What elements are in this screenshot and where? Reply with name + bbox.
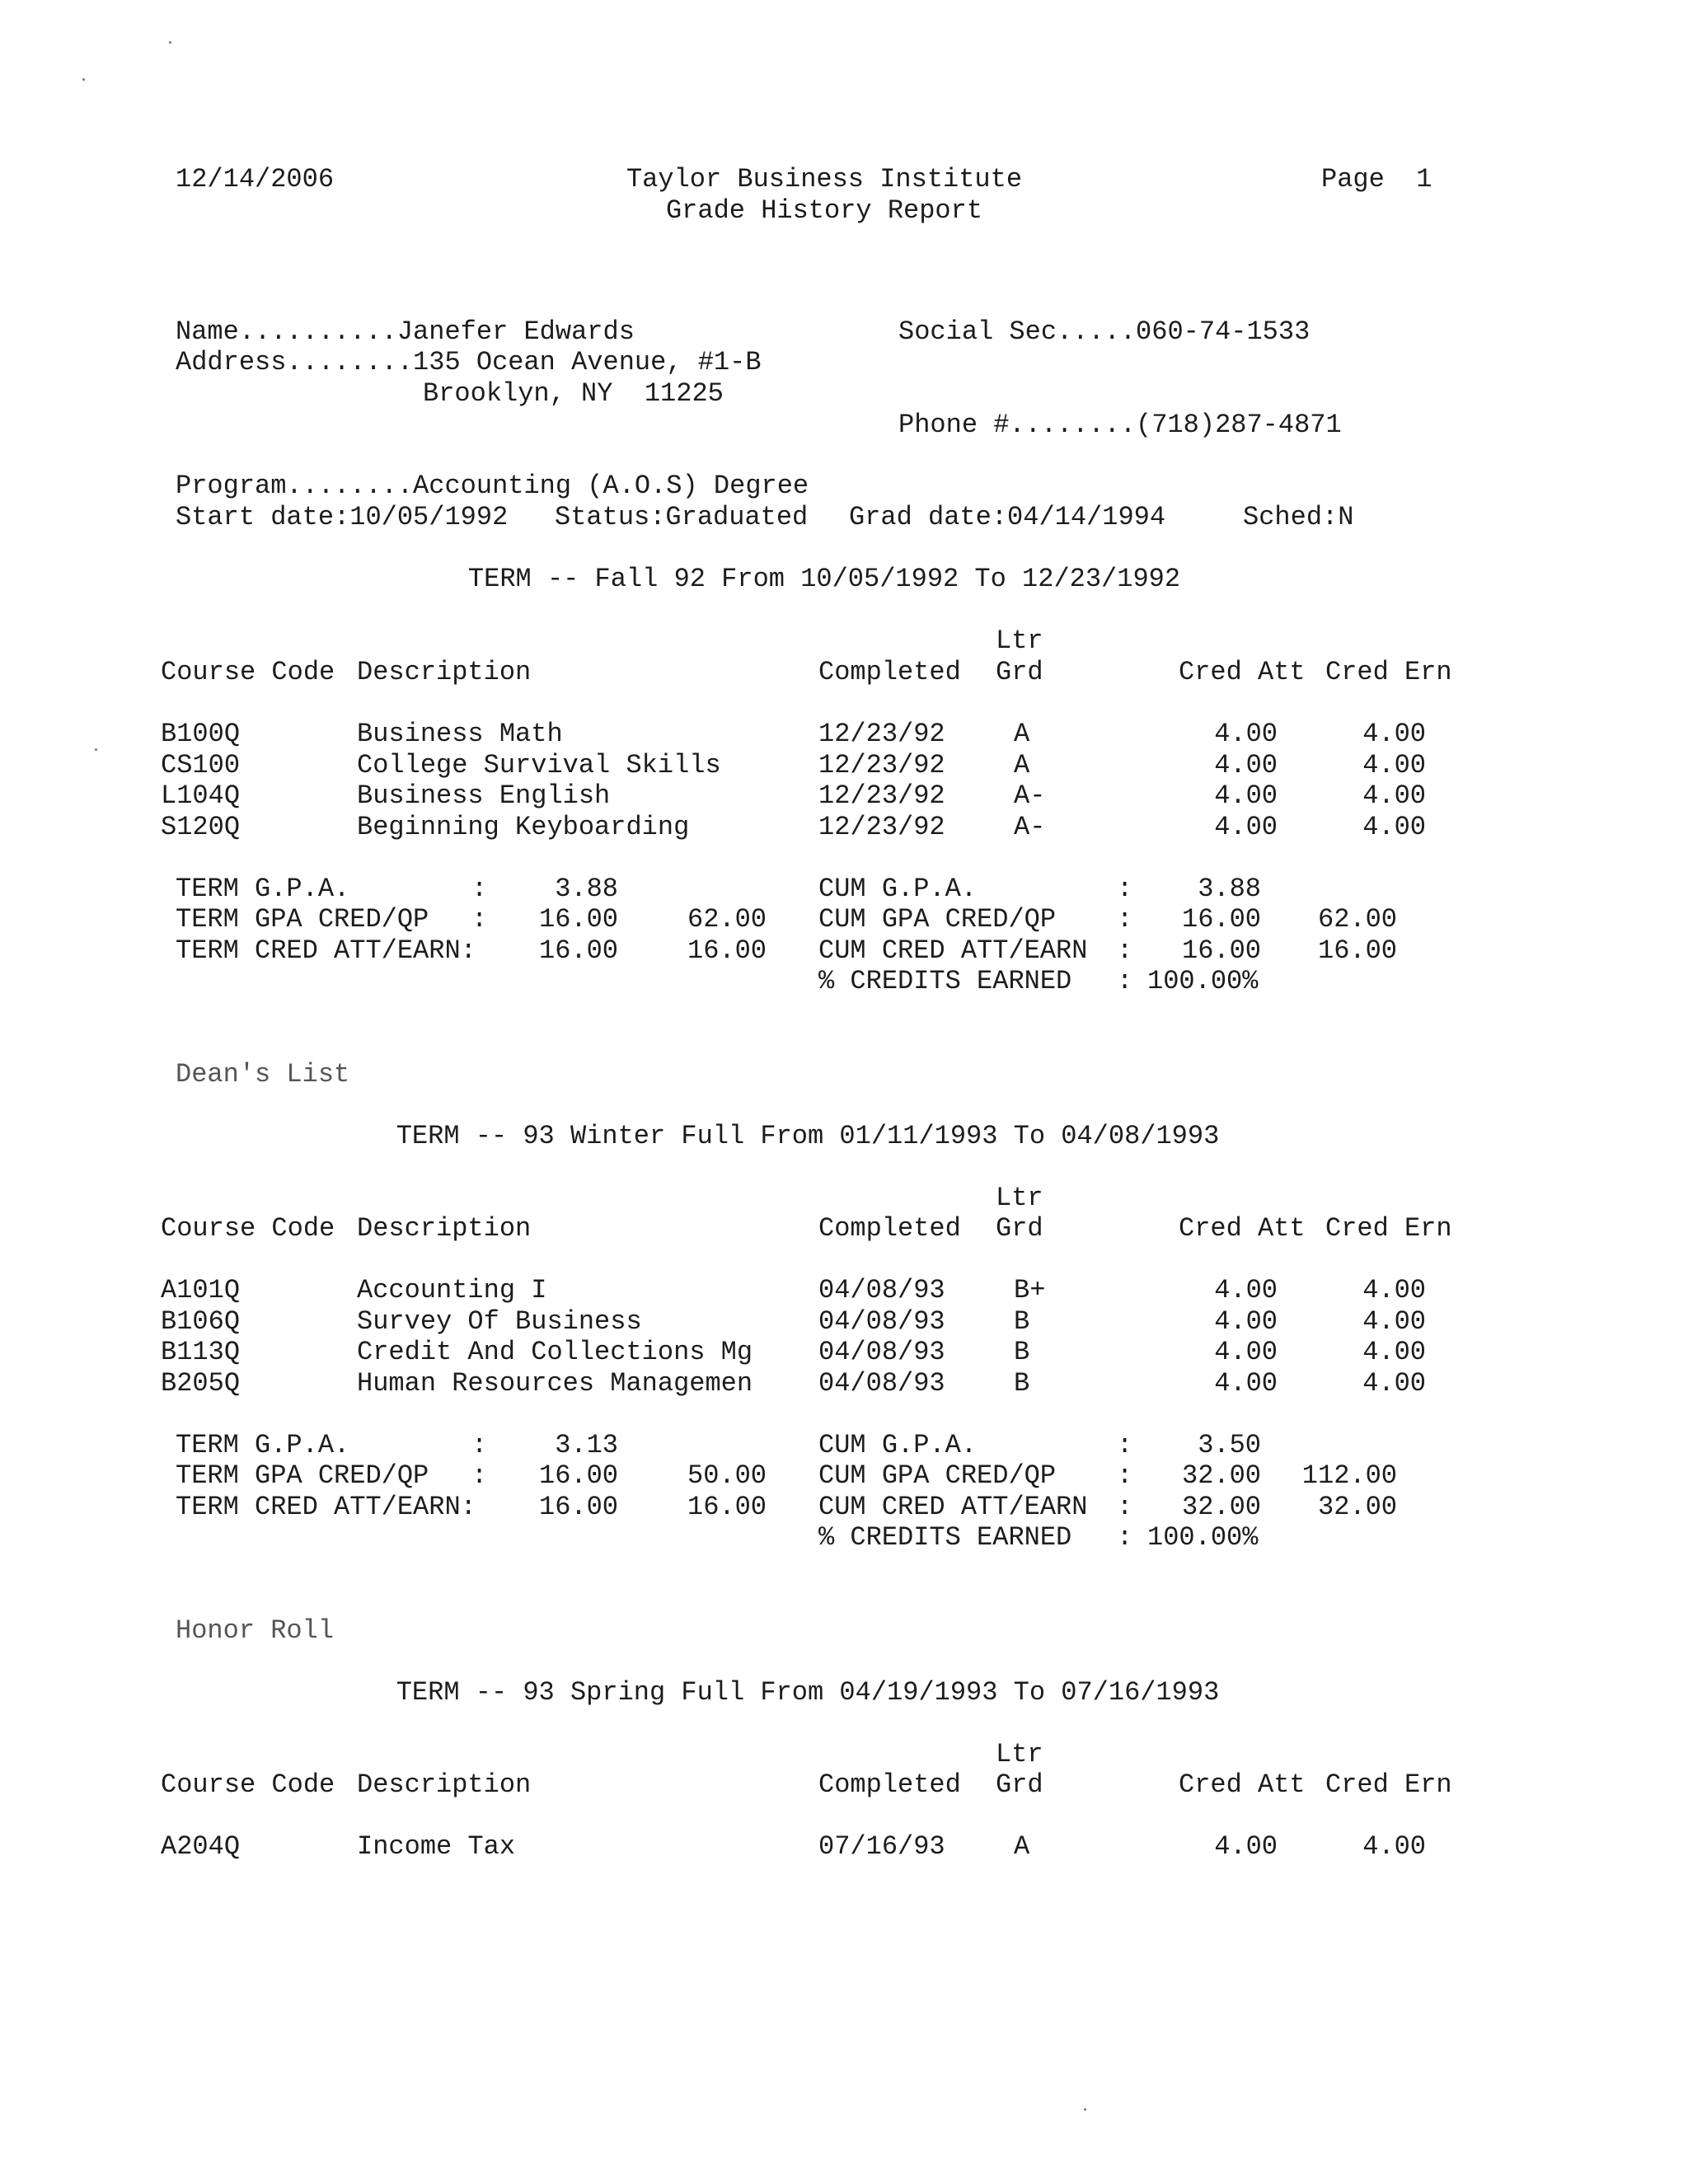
cum-cred-colon: : (1117, 1492, 1133, 1522)
col-header-grd: Grd (996, 657, 1043, 687)
student-address-line1: Address........135 Ocean Avenue, #1-B (176, 347, 762, 377)
institution-name: Taylor Business Institute (626, 164, 1023, 194)
cum-cred-att-value: 16.00 (1181, 935, 1261, 966)
term-cred-att-value: 16.00 (538, 1492, 618, 1522)
course-description: Credit And Collections Mg (357, 1337, 753, 1367)
course-completed: 04/08/93 (818, 1306, 945, 1337)
term-qp-value: 62.00 (687, 904, 767, 935)
col-header-description: Description (357, 1769, 532, 1800)
scan-speck (82, 78, 85, 81)
col-header-cred-ern: Cred Ern (1325, 1213, 1452, 1244)
pct-earned-value: 100.00% (1147, 1522, 1259, 1553)
term-gpa-cred-value: 16.00 (538, 904, 618, 935)
student-program: Program........Accounting (A.O.S) Degree (176, 471, 809, 501)
scan-speck (1084, 2108, 1086, 2111)
cum-gpa-cred-value: 16.00 (1181, 904, 1261, 935)
col-header-description: Description (357, 657, 532, 687)
col-header-ltr: Ltr (996, 1739, 1043, 1769)
col-header-cred-ern: Cred Ern (1325, 1769, 1452, 1800)
course-grade: B (1014, 1368, 1030, 1399)
cum-cred-att-value: 32.00 (1181, 1492, 1261, 1522)
cum-gpa-colon: : (1117, 1430, 1133, 1460)
cum-cred-earn-value: 32.00 (1317, 1492, 1397, 1522)
course-cred-att: 4.00 (1214, 780, 1278, 811)
student-sched: Sched:N (1243, 502, 1354, 532)
course-description: College Survival Skills (357, 750, 721, 780)
cum-gpa-cred-label: CUM GPA CRED/QP (818, 904, 1057, 935)
course-cred-att: 4.00 (1214, 1831, 1278, 1862)
course-completed: 04/08/93 (818, 1337, 945, 1367)
cum-gpa-cred-value: 32.00 (1181, 1460, 1261, 1491)
course-grade: A- (1014, 780, 1046, 811)
col-header-cred-ern: Cred Ern (1325, 657, 1452, 687)
cum-qp-value: 112.00 (1301, 1460, 1397, 1491)
col-header-completed: Completed (818, 1213, 961, 1244)
course-cred-ern: 4.00 (1362, 1337, 1426, 1367)
course-code: B100Q (161, 719, 241, 749)
student-start-date: Start date:10/05/1992 (176, 502, 509, 532)
course-code: L104Q (161, 780, 241, 811)
cum-cred-earn-value: 16.00 (1317, 935, 1397, 966)
cum-gpa-colon: : (1117, 874, 1133, 904)
term-heading: TERM -- 93 Winter Full From 01/11/1993 To 04/08/1993 (396, 1121, 1220, 1151)
course-description: Human Resources Managemen (357, 1368, 753, 1399)
term-gpa-colon: : (471, 874, 488, 904)
pct-earned-label: % CREDITS EARNED (818, 1522, 1072, 1553)
student-name: Name..........Janefer Edwards (176, 316, 635, 347)
term-cred-label: TERM CRED ATT/EARN: (176, 1492, 476, 1522)
pct-earned-colon: : (1117, 1522, 1133, 1553)
course-cred-ern: 4.00 (1362, 812, 1426, 842)
report-date: 12/14/2006 (176, 164, 335, 194)
term-heading: TERM -- Fall 92 From 10/05/1992 To 12/23/1992 (467, 564, 1181, 594)
course-cred-ern: 4.00 (1362, 1368, 1426, 1399)
col-header-cred-att: Cred Att (1179, 1213, 1306, 1244)
col-header-ltr: Ltr (996, 626, 1043, 656)
col-header-grd: Grd (996, 1213, 1043, 1244)
term-gpa-cred-colon: : (471, 1460, 488, 1491)
col-header-cred-att: Cred Att (1179, 1769, 1306, 1800)
col-header-completed: Completed (818, 1769, 961, 1800)
cum-cred-label: CUM CRED ATT/EARN (818, 935, 1088, 966)
cum-cred-colon: : (1117, 935, 1133, 966)
cum-cred-label: CUM CRED ATT/EARN (818, 1492, 1088, 1522)
term-gpa-cred-label: TERM GPA CRED/QP (176, 904, 429, 935)
report-title: Grade History Report (665, 195, 983, 226)
term-gpa-value: 3.88 (555, 874, 618, 904)
col-header-description: Description (357, 1213, 532, 1244)
cum-gpa-value: 3.50 (1198, 1430, 1261, 1460)
col-header-cred-att: Cred Att (1179, 657, 1306, 687)
course-cred-att: 4.00 (1214, 812, 1278, 842)
course-description: Beginning Keyboarding (357, 812, 690, 842)
student-grad-date: Grad date:04/14/1994 (849, 502, 1166, 532)
term-gpa-value: 3.13 (555, 1430, 618, 1460)
course-grade: B+ (1014, 1275, 1046, 1305)
term-cred-earn-value: 16.00 (687, 935, 767, 966)
col-header-grd: Grd (996, 1769, 1043, 1800)
course-completed: 04/08/93 (818, 1275, 945, 1305)
course-cred-att: 4.00 (1214, 719, 1278, 749)
term-gpa-label: TERM G.P.A. (176, 874, 350, 904)
course-completed: 12/23/92 (818, 780, 945, 811)
course-cred-att: 4.00 (1214, 1275, 1278, 1305)
course-description: Business Math (357, 719, 563, 749)
col-header-course-code: Course Code (161, 657, 335, 687)
course-completed: 12/23/92 (818, 719, 945, 749)
term-qp-value: 50.00 (687, 1460, 767, 1491)
course-cred-ern: 4.00 (1362, 1306, 1426, 1337)
course-cred-ern: 4.00 (1362, 780, 1426, 811)
term-gpa-cred-label: TERM GPA CRED/QP (176, 1460, 429, 1491)
term-gpa-cred-value: 16.00 (538, 1460, 618, 1491)
course-description: Income Tax (357, 1831, 516, 1862)
course-cred-att: 4.00 (1214, 1368, 1278, 1399)
honor-designation: Honor Roll (176, 1615, 335, 1646)
term-gpa-label: TERM G.P.A. (176, 1430, 350, 1460)
course-completed: 07/16/93 (818, 1831, 945, 1862)
student-ssn: Social Sec.....060-74-1533 (898, 316, 1311, 347)
term-cred-label: TERM CRED ATT/EARN: (176, 935, 476, 966)
term-heading: TERM -- 93 Spring Full From 04/19/1993 To 07/16/1993 (396, 1677, 1220, 1708)
student-address-line2: Brooklyn, NY 11225 (423, 378, 724, 409)
course-cred-ern: 4.00 (1362, 750, 1426, 780)
course-code: A101Q (161, 1275, 241, 1305)
course-description: Survey Of Business (357, 1306, 642, 1337)
course-code: B113Q (161, 1337, 241, 1367)
course-code: A204Q (161, 1831, 241, 1862)
course-cred-att: 4.00 (1214, 1337, 1278, 1367)
course-cred-att: 4.00 (1214, 1306, 1278, 1337)
scan-speck (169, 41, 171, 44)
col-header-completed: Completed (818, 657, 961, 687)
course-grade: A- (1014, 812, 1046, 842)
term-gpa-colon: : (471, 1430, 488, 1460)
cum-gpa-label: CUM G.P.A. (818, 874, 978, 904)
course-grade: B (1014, 1306, 1030, 1337)
course-cred-att: 4.00 (1214, 750, 1278, 780)
student-status: Status:Graduated (555, 502, 809, 532)
course-description: Business English (357, 780, 611, 811)
course-completed: 12/23/92 (818, 750, 945, 780)
course-grade: B (1014, 1337, 1030, 1367)
col-header-course-code: Course Code (161, 1213, 335, 1244)
course-cred-ern: 4.00 (1362, 1275, 1426, 1305)
cum-gpa-cred-colon: : (1117, 904, 1133, 935)
term-gpa-cred-colon: : (471, 904, 488, 935)
course-code: S120Q (161, 812, 241, 842)
page-number: Page 1 (1321, 164, 1432, 194)
course-grade: A (1014, 719, 1030, 749)
course-cred-ern: 4.00 (1362, 1831, 1426, 1862)
student-phone: Phone #........(718)287-4871 (898, 410, 1342, 440)
pct-earned-value: 100.00% (1147, 966, 1259, 996)
cum-gpa-cred-colon: : (1117, 1460, 1133, 1491)
pct-earned-label: % CREDITS EARNED (818, 966, 1072, 996)
term-cred-earn-value: 16.00 (687, 1492, 767, 1522)
course-completed: 12/23/92 (818, 812, 945, 842)
cum-gpa-cred-label: CUM GPA CRED/QP (818, 1460, 1057, 1491)
course-code: B205Q (161, 1368, 241, 1399)
course-cred-ern: 4.00 (1362, 719, 1426, 749)
course-description: Accounting I (357, 1275, 547, 1305)
course-completed: 04/08/93 (818, 1368, 945, 1399)
pct-earned-colon: : (1117, 966, 1133, 996)
course-grade: A (1014, 1831, 1030, 1862)
cum-gpa-label: CUM G.P.A. (818, 1430, 978, 1460)
term-cred-att-value: 16.00 (538, 935, 618, 966)
course-code: B106Q (161, 1306, 241, 1337)
scan-speck (95, 748, 97, 751)
col-header-ltr: Ltr (996, 1183, 1043, 1213)
honor-designation: Dean's List (176, 1059, 350, 1090)
cum-qp-value: 62.00 (1317, 904, 1397, 935)
course-code: CS100 (161, 750, 241, 780)
cum-gpa-value: 3.88 (1198, 874, 1261, 904)
col-header-course-code: Course Code (161, 1769, 335, 1800)
course-grade: A (1014, 750, 1030, 780)
